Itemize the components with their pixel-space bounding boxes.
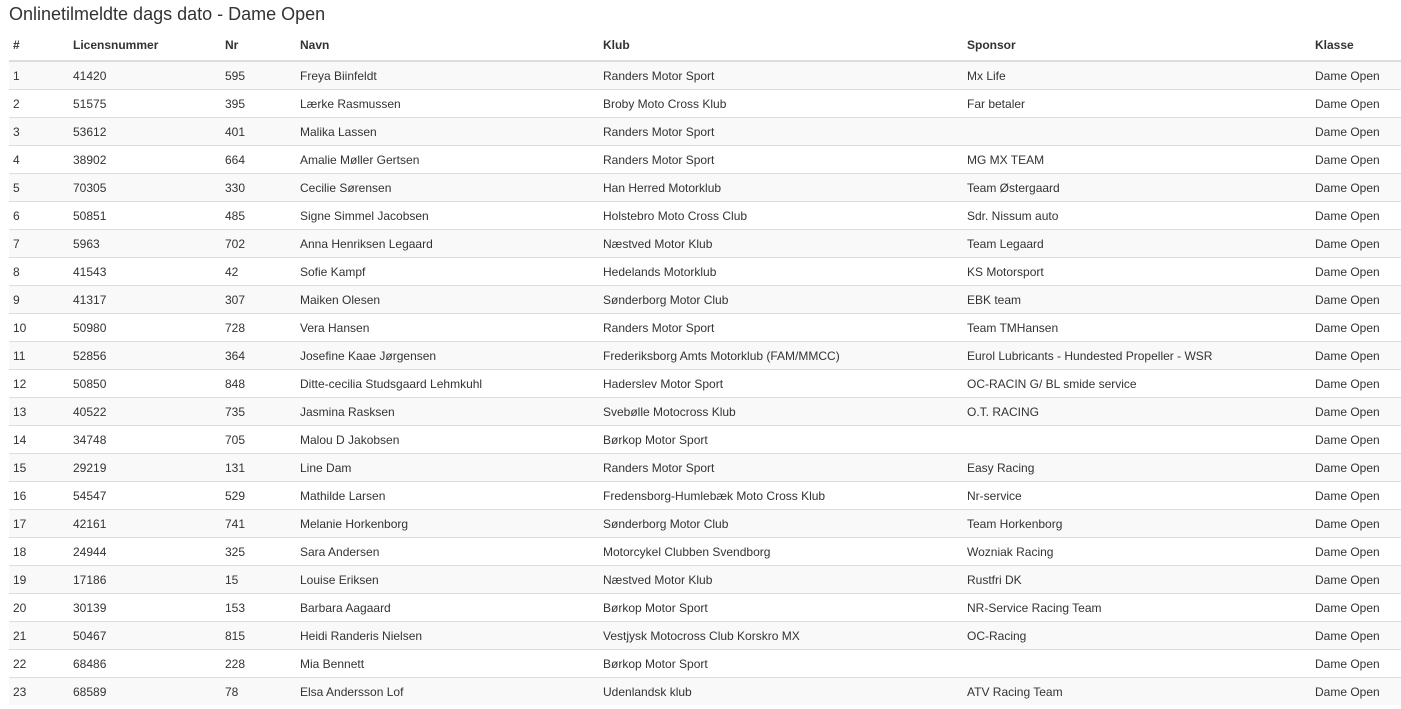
cell-licensnummer: 70305 xyxy=(69,174,221,202)
cell-klub: Han Herred Motorklub xyxy=(599,174,963,202)
cell-index: 18 xyxy=(9,538,69,566)
table-row xyxy=(9,61,1401,90)
cell-navn: Elsa Andersson Lof xyxy=(296,678,599,706)
table-row xyxy=(9,454,1401,482)
cell-sponsor: NR-Service Racing Team xyxy=(963,594,1311,622)
cell-index: 1 xyxy=(9,61,69,90)
table-row xyxy=(9,678,1401,706)
cell-sponsor xyxy=(963,650,1311,678)
cell-sponsor: OC-Racing xyxy=(963,622,1311,650)
cell-licensnummer: 68589 xyxy=(69,678,221,706)
cell-klub: Udenlandsk klub xyxy=(599,678,963,706)
cell-klasse: Dame Open xyxy=(1311,202,1401,230)
cell-licensnummer: 41543 xyxy=(69,258,221,286)
cell-nr: 307 xyxy=(221,286,296,314)
cell-klub: Sønderborg Motor Club xyxy=(599,510,963,538)
cell-klasse: Dame Open xyxy=(1311,398,1401,426)
cell-nr: 735 xyxy=(221,398,296,426)
cell-sponsor: Far betaler xyxy=(963,90,1311,118)
cell-klasse: Dame Open xyxy=(1311,61,1401,90)
cell-sponsor xyxy=(963,118,1311,146)
cell-navn: Lærke Rasmussen xyxy=(296,90,599,118)
cell-navn: Melanie Horkenborg xyxy=(296,510,599,538)
cell-licensnummer: 24944 xyxy=(69,538,221,566)
cell-klub: Holstebro Moto Cross Club xyxy=(599,202,963,230)
cell-klub: Randers Motor Sport xyxy=(599,314,963,342)
cell-sponsor: Nr-service xyxy=(963,482,1311,510)
cell-licensnummer: 42161 xyxy=(69,510,221,538)
cell-klub: Børkop Motor Sport xyxy=(599,650,963,678)
cell-sponsor: Team TMHansen xyxy=(963,314,1311,342)
cell-index: 3 xyxy=(9,118,69,146)
cell-klasse: Dame Open xyxy=(1311,230,1401,258)
cell-licensnummer: 54547 xyxy=(69,482,221,510)
table-row xyxy=(9,342,1401,370)
cell-klasse: Dame Open xyxy=(1311,622,1401,650)
table-row xyxy=(9,230,1401,258)
cell-sponsor: Mx Life xyxy=(963,61,1311,90)
cell-klasse: Dame Open xyxy=(1311,678,1401,706)
cell-sponsor: Team Horkenborg xyxy=(963,510,1311,538)
table-row xyxy=(9,118,1401,146)
table-header xyxy=(9,30,1401,61)
cell-klasse: Dame Open xyxy=(1311,454,1401,482)
cell-klub: Hedelands Motorklub xyxy=(599,258,963,286)
cell-klub: Næstved Motor Klub xyxy=(599,566,963,594)
cell-index: 2 xyxy=(9,90,69,118)
table-row xyxy=(9,650,1401,678)
cell-sponsor: Team Østergaard xyxy=(963,174,1311,202)
cell-navn: Mathilde Larsen xyxy=(296,482,599,510)
cell-nr: 401 xyxy=(221,118,296,146)
cell-sponsor: MG MX TEAM xyxy=(963,146,1311,174)
cell-index: 7 xyxy=(9,230,69,258)
column-header-klasse: Klasse xyxy=(1311,30,1401,61)
cell-index: 10 xyxy=(9,314,69,342)
cell-index: 9 xyxy=(9,286,69,314)
cell-index: 14 xyxy=(9,426,69,454)
cell-klasse: Dame Open xyxy=(1311,650,1401,678)
cell-klasse: Dame Open xyxy=(1311,118,1401,146)
cell-navn: Ditte-cecilia Studsgaard Lehmkuhl xyxy=(296,370,599,398)
cell-klasse: Dame Open xyxy=(1311,258,1401,286)
table-row xyxy=(9,258,1401,286)
cell-index: 12 xyxy=(9,370,69,398)
column-header-navn: Navn xyxy=(296,30,599,61)
table-row xyxy=(9,622,1401,650)
cell-sponsor xyxy=(963,426,1311,454)
table-row xyxy=(9,286,1401,314)
table-row xyxy=(9,482,1401,510)
cell-klub: Vestjysk Motocross Club Korskro MX xyxy=(599,622,963,650)
cell-index: 8 xyxy=(9,258,69,286)
page-title: Onlinetilmeldte dags dato - Dame Open xyxy=(9,4,326,24)
cell-licensnummer: 53612 xyxy=(69,118,221,146)
cell-klub: Frederiksborg Amts Motorklub (FAM/MMCC) xyxy=(599,342,963,370)
cell-navn: Barbara Aagaard xyxy=(296,594,599,622)
cell-klub: Randers Motor Sport xyxy=(599,118,963,146)
cell-index: 16 xyxy=(9,482,69,510)
header-row xyxy=(9,30,1401,61)
table-row xyxy=(9,398,1401,426)
column-header-nr: Nr xyxy=(221,30,296,61)
table-row xyxy=(9,146,1401,174)
table-row xyxy=(9,566,1401,594)
cell-nr: 705 xyxy=(221,426,296,454)
cell-klasse: Dame Open xyxy=(1311,174,1401,202)
cell-licensnummer: 51575 xyxy=(69,90,221,118)
cell-klub: Børkop Motor Sport xyxy=(599,426,963,454)
cell-navn: Signe Simmel Jacobsen xyxy=(296,202,599,230)
table-row xyxy=(9,426,1401,454)
cell-nr: 848 xyxy=(221,370,296,398)
cell-navn: Josefine Kaae Jørgensen xyxy=(296,342,599,370)
cell-nr: 153 xyxy=(221,594,296,622)
cell-sponsor: KS Motorsport xyxy=(963,258,1311,286)
cell-klasse: Dame Open xyxy=(1311,314,1401,342)
cell-sponsor: OC-RACIN G/ BL smide service xyxy=(963,370,1311,398)
cell-klasse: Dame Open xyxy=(1311,90,1401,118)
cell-klasse: Dame Open xyxy=(1311,566,1401,594)
cell-klub: Sønderborg Motor Club xyxy=(599,286,963,314)
column-header-klub: Klub xyxy=(599,30,963,61)
cell-nr: 595 xyxy=(221,61,296,90)
cell-sponsor: Easy Racing xyxy=(963,454,1311,482)
cell-klasse: Dame Open xyxy=(1311,342,1401,370)
cell-sponsor: Wozniak Racing xyxy=(963,538,1311,566)
cell-klasse: Dame Open xyxy=(1311,482,1401,510)
cell-licensnummer: 50851 xyxy=(69,202,221,230)
cell-navn: Amalie Møller Gertsen xyxy=(296,146,599,174)
cell-sponsor: O.T. RACING xyxy=(963,398,1311,426)
column-header-sponsor: Sponsor xyxy=(963,30,1311,61)
cell-navn: Maiken Olesen xyxy=(296,286,599,314)
table-row xyxy=(9,202,1401,230)
cell-navn: Sara Andersen xyxy=(296,538,599,566)
cell-licensnummer: 34748 xyxy=(69,426,221,454)
cell-navn: Vera Hansen xyxy=(296,314,599,342)
cell-index: 6 xyxy=(9,202,69,230)
cell-klasse: Dame Open xyxy=(1311,286,1401,314)
cell-licensnummer: 41317 xyxy=(69,286,221,314)
cell-index: 19 xyxy=(9,566,69,594)
cell-sponsor: Eurol Lubricants - Hundested Propeller - WSR xyxy=(963,342,1311,370)
cell-klub: Fredensborg-Humlebæk Moto Cross Klub xyxy=(599,482,963,510)
cell-nr: 15 xyxy=(221,566,296,594)
cell-nr: 529 xyxy=(221,482,296,510)
cell-navn: Malou D Jakobsen xyxy=(296,426,599,454)
cell-sponsor: ATV Racing Team xyxy=(963,678,1311,706)
cell-navn: Sofie Kampf xyxy=(296,258,599,286)
cell-navn: Freya Biinfeldt xyxy=(296,61,599,90)
cell-licensnummer: 52856 xyxy=(69,342,221,370)
cell-nr: 364 xyxy=(221,342,296,370)
cell-licensnummer: 40522 xyxy=(69,398,221,426)
cell-index: 23 xyxy=(9,678,69,706)
cell-nr: 741 xyxy=(221,510,296,538)
cell-index: 17 xyxy=(9,510,69,538)
cell-klasse: Dame Open xyxy=(1311,426,1401,454)
cell-index: 5 xyxy=(9,174,69,202)
cell-klasse: Dame Open xyxy=(1311,594,1401,622)
table-row xyxy=(9,538,1401,566)
cell-navn: Louise Eriksen xyxy=(296,566,599,594)
cell-klub: Randers Motor Sport xyxy=(599,454,963,482)
cell-navn: Line Dam xyxy=(296,454,599,482)
cell-navn: Anna Henriksen Legaard xyxy=(296,230,599,258)
cell-klasse: Dame Open xyxy=(1311,510,1401,538)
cell-licensnummer: 50980 xyxy=(69,314,221,342)
cell-navn: Jasmina Rasksen xyxy=(296,398,599,426)
cell-klub: Randers Motor Sport xyxy=(599,61,963,90)
cell-nr: 325 xyxy=(221,538,296,566)
cell-navn: Mia Bennett xyxy=(296,650,599,678)
cell-klub: Motorcykel Clubben Svendborg xyxy=(599,538,963,566)
table-row xyxy=(9,90,1401,118)
cell-licensnummer: 38902 xyxy=(69,146,221,174)
cell-index: 21 xyxy=(9,622,69,650)
cell-klasse: Dame Open xyxy=(1311,538,1401,566)
cell-index: 20 xyxy=(9,594,69,622)
cell-klub: Svebølle Motocross Klub xyxy=(599,398,963,426)
cell-klub: Randers Motor Sport xyxy=(599,146,963,174)
cell-klasse: Dame Open xyxy=(1311,370,1401,398)
cell-nr: 228 xyxy=(221,650,296,678)
cell-navn: Heidi Randeris Nielsen xyxy=(296,622,599,650)
cell-nr: 728 xyxy=(221,314,296,342)
cell-nr: 395 xyxy=(221,90,296,118)
table-row xyxy=(9,594,1401,622)
cell-klub: Næstved Motor Klub xyxy=(599,230,963,258)
column-header-licensnummer: Licensnummer xyxy=(69,30,221,61)
table-body xyxy=(9,61,1401,705)
cell-licensnummer: 50850 xyxy=(69,370,221,398)
cell-klub: Haderslev Motor Sport xyxy=(599,370,963,398)
cell-navn: Malika Lassen xyxy=(296,118,599,146)
cell-nr: 664 xyxy=(221,146,296,174)
table-row xyxy=(9,510,1401,538)
table-row xyxy=(9,370,1401,398)
cell-klub: Børkop Motor Sport xyxy=(599,594,963,622)
cell-index: 15 xyxy=(9,454,69,482)
cell-navn: Cecilie Sørensen xyxy=(296,174,599,202)
cell-licensnummer: 50467 xyxy=(69,622,221,650)
cell-licensnummer: 30139 xyxy=(69,594,221,622)
cell-licensnummer: 17186 xyxy=(69,566,221,594)
cell-sponsor: Sdr. Nissum auto xyxy=(963,202,1311,230)
cell-nr: 131 xyxy=(221,454,296,482)
table-row xyxy=(9,174,1401,202)
cell-licensnummer: 29219 xyxy=(69,454,221,482)
cell-nr: 42 xyxy=(221,258,296,286)
column-header-index: # xyxy=(9,30,69,61)
cell-index: 4 xyxy=(9,146,69,174)
cell-nr: 330 xyxy=(221,174,296,202)
registrations-table xyxy=(9,30,1401,705)
cell-sponsor: Rustfri DK xyxy=(963,566,1311,594)
cell-nr: 78 xyxy=(221,678,296,706)
cell-nr: 485 xyxy=(221,202,296,230)
cell-index: 11 xyxy=(9,342,69,370)
cell-nr: 702 xyxy=(221,230,296,258)
cell-licensnummer: 68486 xyxy=(69,650,221,678)
cell-sponsor: Team Legaard xyxy=(963,230,1311,258)
cell-licensnummer: 41420 xyxy=(69,61,221,90)
cell-index: 22 xyxy=(9,650,69,678)
cell-klub: Broby Moto Cross Klub xyxy=(599,90,963,118)
cell-klasse: Dame Open xyxy=(1311,146,1401,174)
cell-sponsor: EBK team xyxy=(963,286,1311,314)
cell-nr: 815 xyxy=(221,622,296,650)
table-row xyxy=(9,314,1401,342)
cell-index: 13 xyxy=(9,398,69,426)
cell-licensnummer: 5963 xyxy=(69,230,221,258)
